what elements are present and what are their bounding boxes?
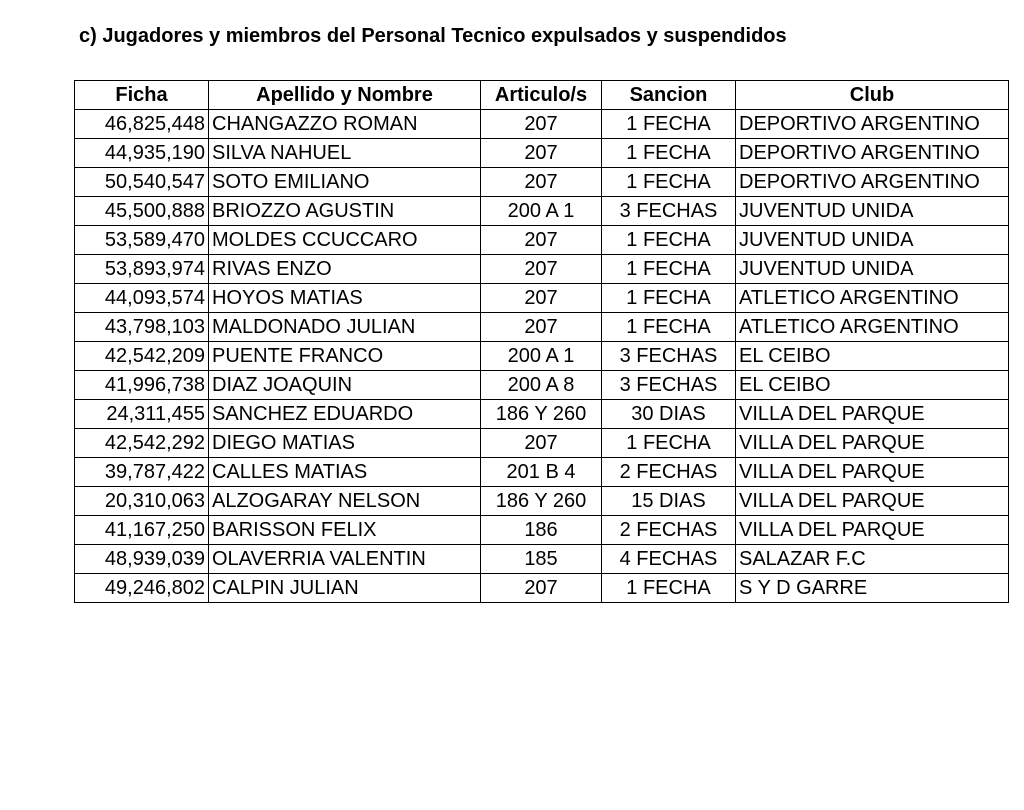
cell-articulo: 186 Y 260: [481, 487, 602, 516]
table-row: [75, 139, 1009, 168]
cell-nombre: BRIOZZO AGUSTIN: [209, 197, 481, 226]
cell-club: DEPORTIVO ARGENTINO: [736, 139, 1009, 168]
cell-articulo: 207: [481, 110, 602, 139]
cell-sancion: 1 FECHA: [602, 574, 736, 603]
cell-ficha: 44,935,190: [75, 139, 209, 168]
cell-club: VILLA DEL PARQUE: [736, 400, 1009, 429]
table-row: [75, 226, 1009, 255]
cell-nombre: DIEGO MATIAS: [209, 429, 481, 458]
cell-club: JUVENTUD UNIDA: [736, 226, 1009, 255]
cell-ficha: 20,310,063: [75, 487, 209, 516]
cell-nombre: RIVAS ENZO: [209, 255, 481, 284]
document-title: c) Jugadores y miembros del Personal Tecnico expulsados y suspendidos: [79, 25, 787, 47]
cell-nombre: OLAVERRIA VALENTIN: [209, 545, 481, 574]
cell-articulo: 186: [481, 516, 602, 545]
cell-club: ATLETICO ARGENTINO: [736, 313, 1009, 342]
cell-ficha: 41,167,250: [75, 516, 209, 545]
table-row: [75, 516, 1009, 545]
cell-sancion: 3 FECHAS: [602, 197, 736, 226]
cell-club: VILLA DEL PARQUE: [736, 516, 1009, 545]
table-row: [75, 574, 1009, 603]
table-row: [75, 487, 1009, 516]
table-row: [75, 197, 1009, 226]
cell-nombre: CHANGAZZO ROMAN: [209, 110, 481, 139]
cell-nombre: MOLDES CCUCCARO: [209, 226, 481, 255]
cell-articulo: 207: [481, 574, 602, 603]
cell-articulo: 200 A 8: [481, 371, 602, 400]
cell-articulo: 207: [481, 255, 602, 284]
cell-ficha: 49,246,802: [75, 574, 209, 603]
cell-ficha: 42,542,209: [75, 342, 209, 371]
cell-nombre: MALDONADO JULIAN: [209, 313, 481, 342]
cell-nombre: SOTO EMILIANO: [209, 168, 481, 197]
cell-club: JUVENTUD UNIDA: [736, 197, 1009, 226]
table-row: [75, 110, 1009, 139]
table-row: [75, 429, 1009, 458]
cell-sancion: 1 FECHA: [602, 284, 736, 313]
cell-sancion: 30 DIAS: [602, 400, 736, 429]
cell-sancion: 1 FECHA: [602, 139, 736, 168]
cell-ficha: 46,825,448: [75, 110, 209, 139]
cell-sancion: 15 DIAS: [602, 487, 736, 516]
cell-articulo: 207: [481, 226, 602, 255]
header-row: [75, 81, 1009, 110]
cell-ficha: 53,589,470: [75, 226, 209, 255]
cell-club: EL CEIBO: [736, 371, 1009, 400]
cell-club: VILLA DEL PARQUE: [736, 429, 1009, 458]
cell-ficha: 42,542,292: [75, 429, 209, 458]
cell-club: VILLA DEL PARQUE: [736, 458, 1009, 487]
cell-club: EL CEIBO: [736, 342, 1009, 371]
cell-ficha: 45,500,888: [75, 197, 209, 226]
cell-articulo: 200 A 1: [481, 342, 602, 371]
cell-nombre: CALPIN JULIAN: [209, 574, 481, 603]
cell-ficha: 43,798,103: [75, 313, 209, 342]
cell-articulo: 207: [481, 168, 602, 197]
header-sancion: Sancion: [602, 81, 736, 110]
cell-nombre: SILVA NAHUEL: [209, 139, 481, 168]
cell-nombre: PUENTE FRANCO: [209, 342, 481, 371]
cell-sancion: 2 FECHAS: [602, 516, 736, 545]
cell-ficha: 39,787,422: [75, 458, 209, 487]
cell-ficha: 50,540,547: [75, 168, 209, 197]
table-row: [75, 458, 1009, 487]
header-articulo: Articulo/s: [481, 81, 602, 110]
cell-sancion: 1 FECHA: [602, 226, 736, 255]
header-ficha: Ficha: [75, 81, 209, 110]
sanctions-table: [74, 80, 1009, 603]
table-row: [75, 284, 1009, 313]
cell-club: SALAZAR F.C: [736, 545, 1009, 574]
cell-nombre: DIAZ JOAQUIN: [209, 371, 481, 400]
cell-articulo: 207: [481, 313, 602, 342]
cell-nombre: ALZOGARAY NELSON: [209, 487, 481, 516]
cell-sancion: 1 FECHA: [602, 255, 736, 284]
table-row: [75, 342, 1009, 371]
cell-sancion: 3 FECHAS: [602, 371, 736, 400]
header-nombre: Apellido y Nombre: [209, 81, 481, 110]
cell-articulo: 201 B 4: [481, 458, 602, 487]
cell-sancion: 2 FECHAS: [602, 458, 736, 487]
cell-club: S Y D GARRE: [736, 574, 1009, 603]
cell-sancion: 1 FECHA: [602, 168, 736, 197]
cell-ficha: 44,093,574: [75, 284, 209, 313]
header-club: Club: [736, 81, 1009, 110]
table-row: [75, 255, 1009, 284]
table-row: [75, 168, 1009, 197]
table-row: [75, 545, 1009, 574]
cell-club: JUVENTUD UNIDA: [736, 255, 1009, 284]
cell-club: DEPORTIVO ARGENTINO: [736, 110, 1009, 139]
cell-ficha: 53,893,974: [75, 255, 209, 284]
cell-articulo: 200 A 1: [481, 197, 602, 226]
cell-articulo: 207: [481, 139, 602, 168]
cell-articulo: 207: [481, 284, 602, 313]
cell-nombre: SANCHEZ EDUARDO: [209, 400, 481, 429]
table-row: [75, 371, 1009, 400]
cell-articulo: 207: [481, 429, 602, 458]
cell-ficha: 41,996,738: [75, 371, 209, 400]
cell-nombre: CALLES MATIAS: [209, 458, 481, 487]
cell-sancion: 1 FECHA: [602, 313, 736, 342]
cell-ficha: 24,311,455: [75, 400, 209, 429]
table-row: [75, 313, 1009, 342]
cell-club: VILLA DEL PARQUE: [736, 487, 1009, 516]
cell-sancion: 4 FECHAS: [602, 545, 736, 574]
cell-articulo: 186 Y 260: [481, 400, 602, 429]
cell-nombre: BARISSON FELIX: [209, 516, 481, 545]
table-body: [75, 110, 1009, 603]
cell-ficha: 48,939,039: [75, 545, 209, 574]
cell-club: ATLETICO ARGENTINO: [736, 284, 1009, 313]
cell-club: DEPORTIVO ARGENTINO: [736, 168, 1009, 197]
cell-articulo: 185: [481, 545, 602, 574]
cell-sancion: 1 FECHA: [602, 429, 736, 458]
cell-nombre: HOYOS MATIAS: [209, 284, 481, 313]
cell-sancion: 3 FECHAS: [602, 342, 736, 371]
cell-sancion: 1 FECHA: [602, 110, 736, 139]
table-row: [75, 400, 1009, 429]
